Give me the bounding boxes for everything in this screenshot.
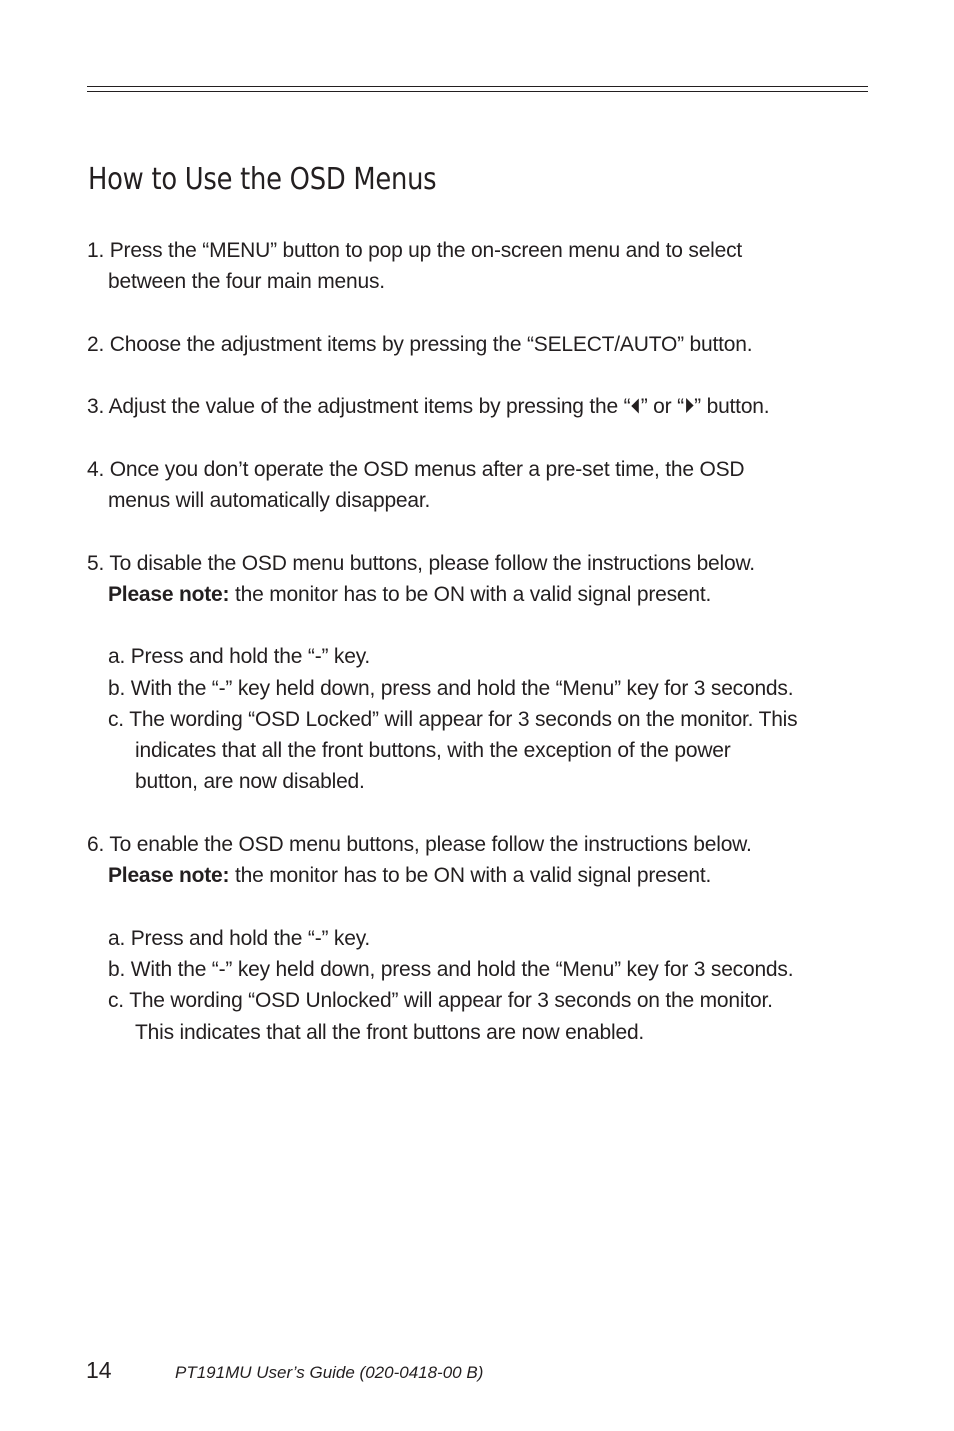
page-title: How to Use the OSD Menus: [88, 162, 437, 197]
item-5c-line-2: indicates that all the front buttons, with the exception of the power: [135, 739, 731, 762]
note-label: Please note:: [108, 864, 230, 887]
item-6c-line-1: c. The wording “OSD Unlocked” will appear for 3 seconds on the monitor.: [108, 989, 773, 1012]
footer-guide-title: PT191MU User’s Guide (020-0418-00 B): [175, 1363, 484, 1382]
header-rule-bottom: [87, 91, 868, 92]
note-text: the monitor has to be ON with a valid signal present.: [229, 583, 712, 606]
note-label: Please note:: [108, 583, 230, 606]
page-number: 14: [86, 1357, 112, 1383]
item-6a: a. Press and hold the “-” key.: [108, 927, 371, 950]
item-2-line-1: 2. Choose the adjustment items by pressing the “SELECT/AUTO” button.: [87, 333, 753, 356]
item-4-line-1: 4. Once you don’t operate the OSD menus after a pre-set time, the OSD: [87, 458, 745, 481]
note-text: the monitor has to be ON with a valid signal present.: [229, 864, 712, 887]
item-4-line-2: menus will automatically disappear.: [108, 489, 431, 512]
item-1-line-2: between the four main menus.: [108, 270, 385, 293]
item-6c-line-2: This indicates that all the front buttons are now enabled.: [135, 1021, 645, 1044]
item-6-note: [108, 863, 711, 889]
item-5b: b. With the “-” key held down, press and hold the “Menu” key for 3 seconds.: [108, 677, 794, 700]
item-3-line-1: 3. Adjust the value of the adjustment items by pressing the “⏴” or “⏵” button.: [87, 395, 770, 418]
header-rule-top: [87, 86, 868, 87]
item-5c-line-1: c. The wording “OSD Locked” will appear for 3 seconds on the monitor. This: [108, 708, 798, 731]
item-6-line-1: 6. To enable the OSD menu buttons, please follow the instructions below.: [87, 833, 752, 856]
item-5-line-1: 5. To disable the OSD menu buttons, please follow the instructions below.: [87, 552, 755, 575]
item-5-note: [108, 582, 711, 608]
item-1-line-1: 1. Press the “MENU” button to pop up the on-screen menu and to select: [87, 239, 743, 262]
item-5a: a. Press and hold the “-” key.: [108, 645, 371, 668]
item-5c-line-3: button, are now disabled.: [135, 770, 365, 793]
item-6b: b. With the “-” key held down, press and hold the “Menu” key for 3 seconds.: [108, 958, 794, 981]
